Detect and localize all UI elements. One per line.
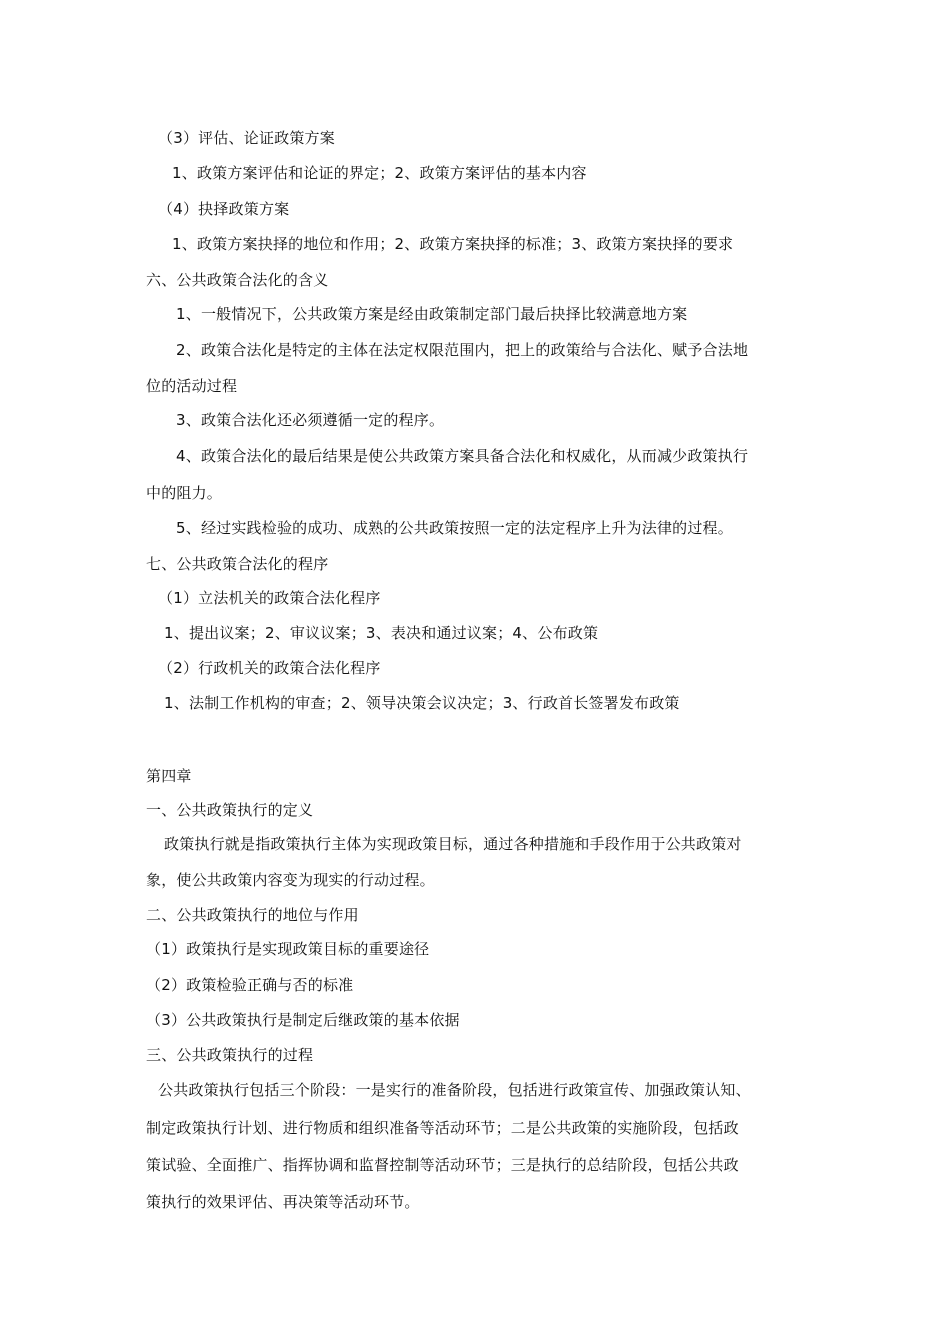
paragraph-legislative-items: 1、提出议案；2、审议议案；3、表决和通过议案；4、公布政策 [164,624,599,642]
section-heading-role: 二、公共政策执行的地位与作用 [146,906,359,924]
section-heading-process: 三、公共政策执行的过程 [146,1046,314,1064]
paragraph-process-cont-2: 策试验、全面推广、指挥协调和监督控制等活动环节；三是执行的总结阶段，包括公共政 [146,1156,739,1174]
paragraph-process-cont-3: 策执行的效果评估、再决策等活动环节。 [146,1193,420,1211]
section-heading-seven: 七、公共政策合法化的程序 [146,555,329,573]
paragraph-six-5: 5、经过实践检验的成功、成熟的公共政策按照一定的法定程序上升为法律的过程。 [176,519,733,537]
paragraph-six-2: 2、政策合法化是特定的主体在法定权限范围内，把上的政策给与合法化、赋予合法地 [176,341,749,359]
paragraph-choose-policy-items: 1、政策方案抉择的地位和作用；2、政策方案抉择的标准；3、政策方案抉择的要求 [172,235,734,253]
paragraph-process-cont-1: 制定政策执行计划、进行物质和组织准备等活动环节；二是公共政策的实施阶段，包括政 [146,1119,739,1137]
paragraph-six-3: 3、政策合法化还必须遵循一定的程序。 [176,411,445,429]
paragraph-six-4: 4、政策合法化的最后结果是使公共政策方案具备合法化和权威化，从而减少政策执行 [176,447,749,465]
subheading-evaluate-policy: （3）评估、论证政策方案 [158,129,335,147]
paragraph-six-1: 1、一般情况下，公共政策方案是经由政策制定部门最后抉择比较满意地方案 [176,305,688,323]
list-item-role-3: （3）公共政策执行是制定后继政策的基本依据 [146,1011,460,1029]
chapter-heading: 第四章 [146,767,192,785]
section-heading-six: 六、公共政策合法化的含义 [146,271,329,289]
list-item-role-1: （1）政策执行是实现政策目标的重要途径 [146,940,430,958]
paragraph-definition: 政策执行就是指政策执行主体为实现政策目标，通过各种措施和手段作用于公共政策对 [164,835,742,853]
paragraph-six-2-cont: 位的活动过程 [146,377,238,395]
paragraph-administrative-items: 1、法制工作机构的审查；2、领导决策会议决定；3、行政首长签署发布政策 [164,694,680,712]
paragraph-six-4-cont: 中的阻力。 [146,484,223,502]
paragraph-process: 公共政策执行包括三个阶段：一是实行的准备阶段，包括进行政策宣传、加强政策认知、 [158,1081,751,1099]
list-item-role-2: （2）政策检验正确与否的标准 [146,976,354,994]
paragraph-definition-cont: 象，使公共政策内容变为现实的行动过程。 [146,871,435,889]
paragraph-evaluate-policy-items: 1、政策方案评估和论证的界定；2、政策方案评估的基本内容 [172,164,587,182]
subheading-legislative-procedure: （1）立法机关的政策合法化程序 [158,589,381,607]
subheading-choose-policy: （4）抉择政策方案 [158,200,290,218]
subheading-administrative-procedure: （2）行政机关的政策合法化程序 [158,659,381,677]
section-heading-definition: 一、公共政策执行的定义 [146,801,314,819]
